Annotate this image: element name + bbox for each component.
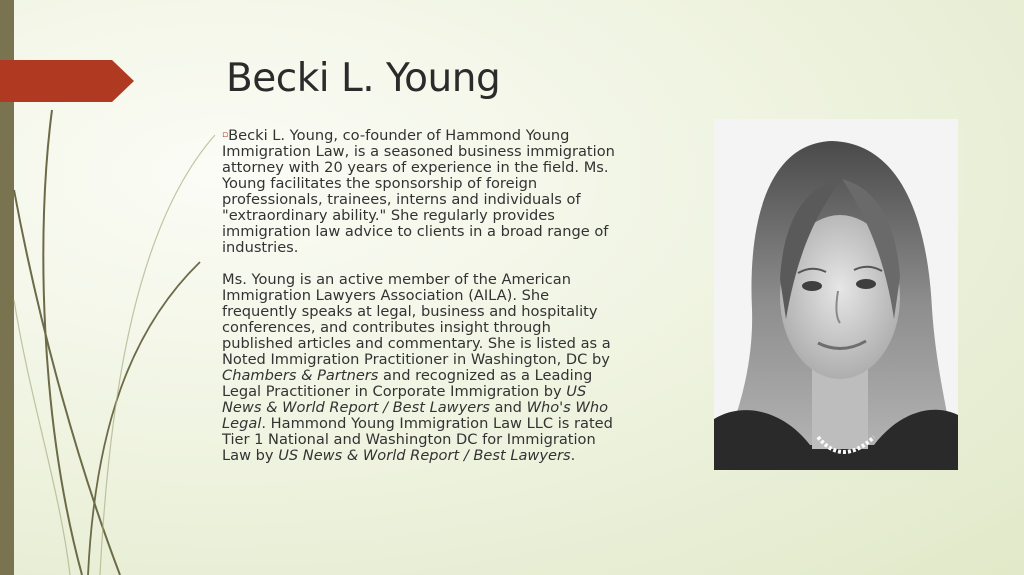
publication-name: US News & World Report / Best Lawyers bbox=[222, 383, 587, 416]
decorative-curves bbox=[0, 0, 240, 575]
paragraph-1-text: Becki L. Young, co-founder of Hammond Young Immigration Law, is a seasoned business immigration attorney with 20 years of experience in the field. Ms. Young facilitates the sponsorship of foreign professionals, trainees, interns and individuals of "extraordinary ability." She regularly provides immigration law advice to clients in a broad range of industries. bbox=[222, 127, 615, 256]
publication-name: Chambers & Partners bbox=[222, 367, 379, 384]
portrait-photo bbox=[714, 119, 958, 470]
red-arrow-tab bbox=[0, 60, 134, 102]
paragraph-2-text: . bbox=[570, 447, 576, 464]
paragraph-2 bbox=[222, 272, 622, 464]
body-text bbox=[222, 127, 622, 464]
curve-line bbox=[14, 300, 70, 575]
paragraph-1 bbox=[222, 127, 622, 256]
publication-name: Who's Who Legal bbox=[222, 399, 609, 432]
curve-line bbox=[43, 110, 82, 575]
curve-line bbox=[88, 262, 200, 575]
square-bullet-icon: ▫ bbox=[222, 130, 229, 140]
paragraph-2-text: and recognized as a Leading Legal Practitioner in Corporate Immigration by bbox=[222, 367, 593, 400]
curve-line bbox=[100, 135, 215, 575]
paragraph-2-text: Ms. Young is an active member of the American Immigration Lawyers Association (AILA). She frequently speaks at legal, business and hospitality conferences, and contributes insight through published articles and commentary. She is listed as a Noted Immigration Practitioner in Washington, DC by bbox=[222, 271, 611, 368]
paragraph-2-text: and bbox=[489, 399, 527, 416]
publication-name: US News & World Report / Best Lawyers bbox=[278, 447, 571, 464]
portrait-image bbox=[714, 119, 958, 470]
paragraph-2-text: . Hammond Young Immigration Law LLC is rated Tier 1 National and Washington DC for Immigration Law by bbox=[222, 415, 613, 464]
slide-title: Becki L. Young bbox=[226, 56, 501, 101]
